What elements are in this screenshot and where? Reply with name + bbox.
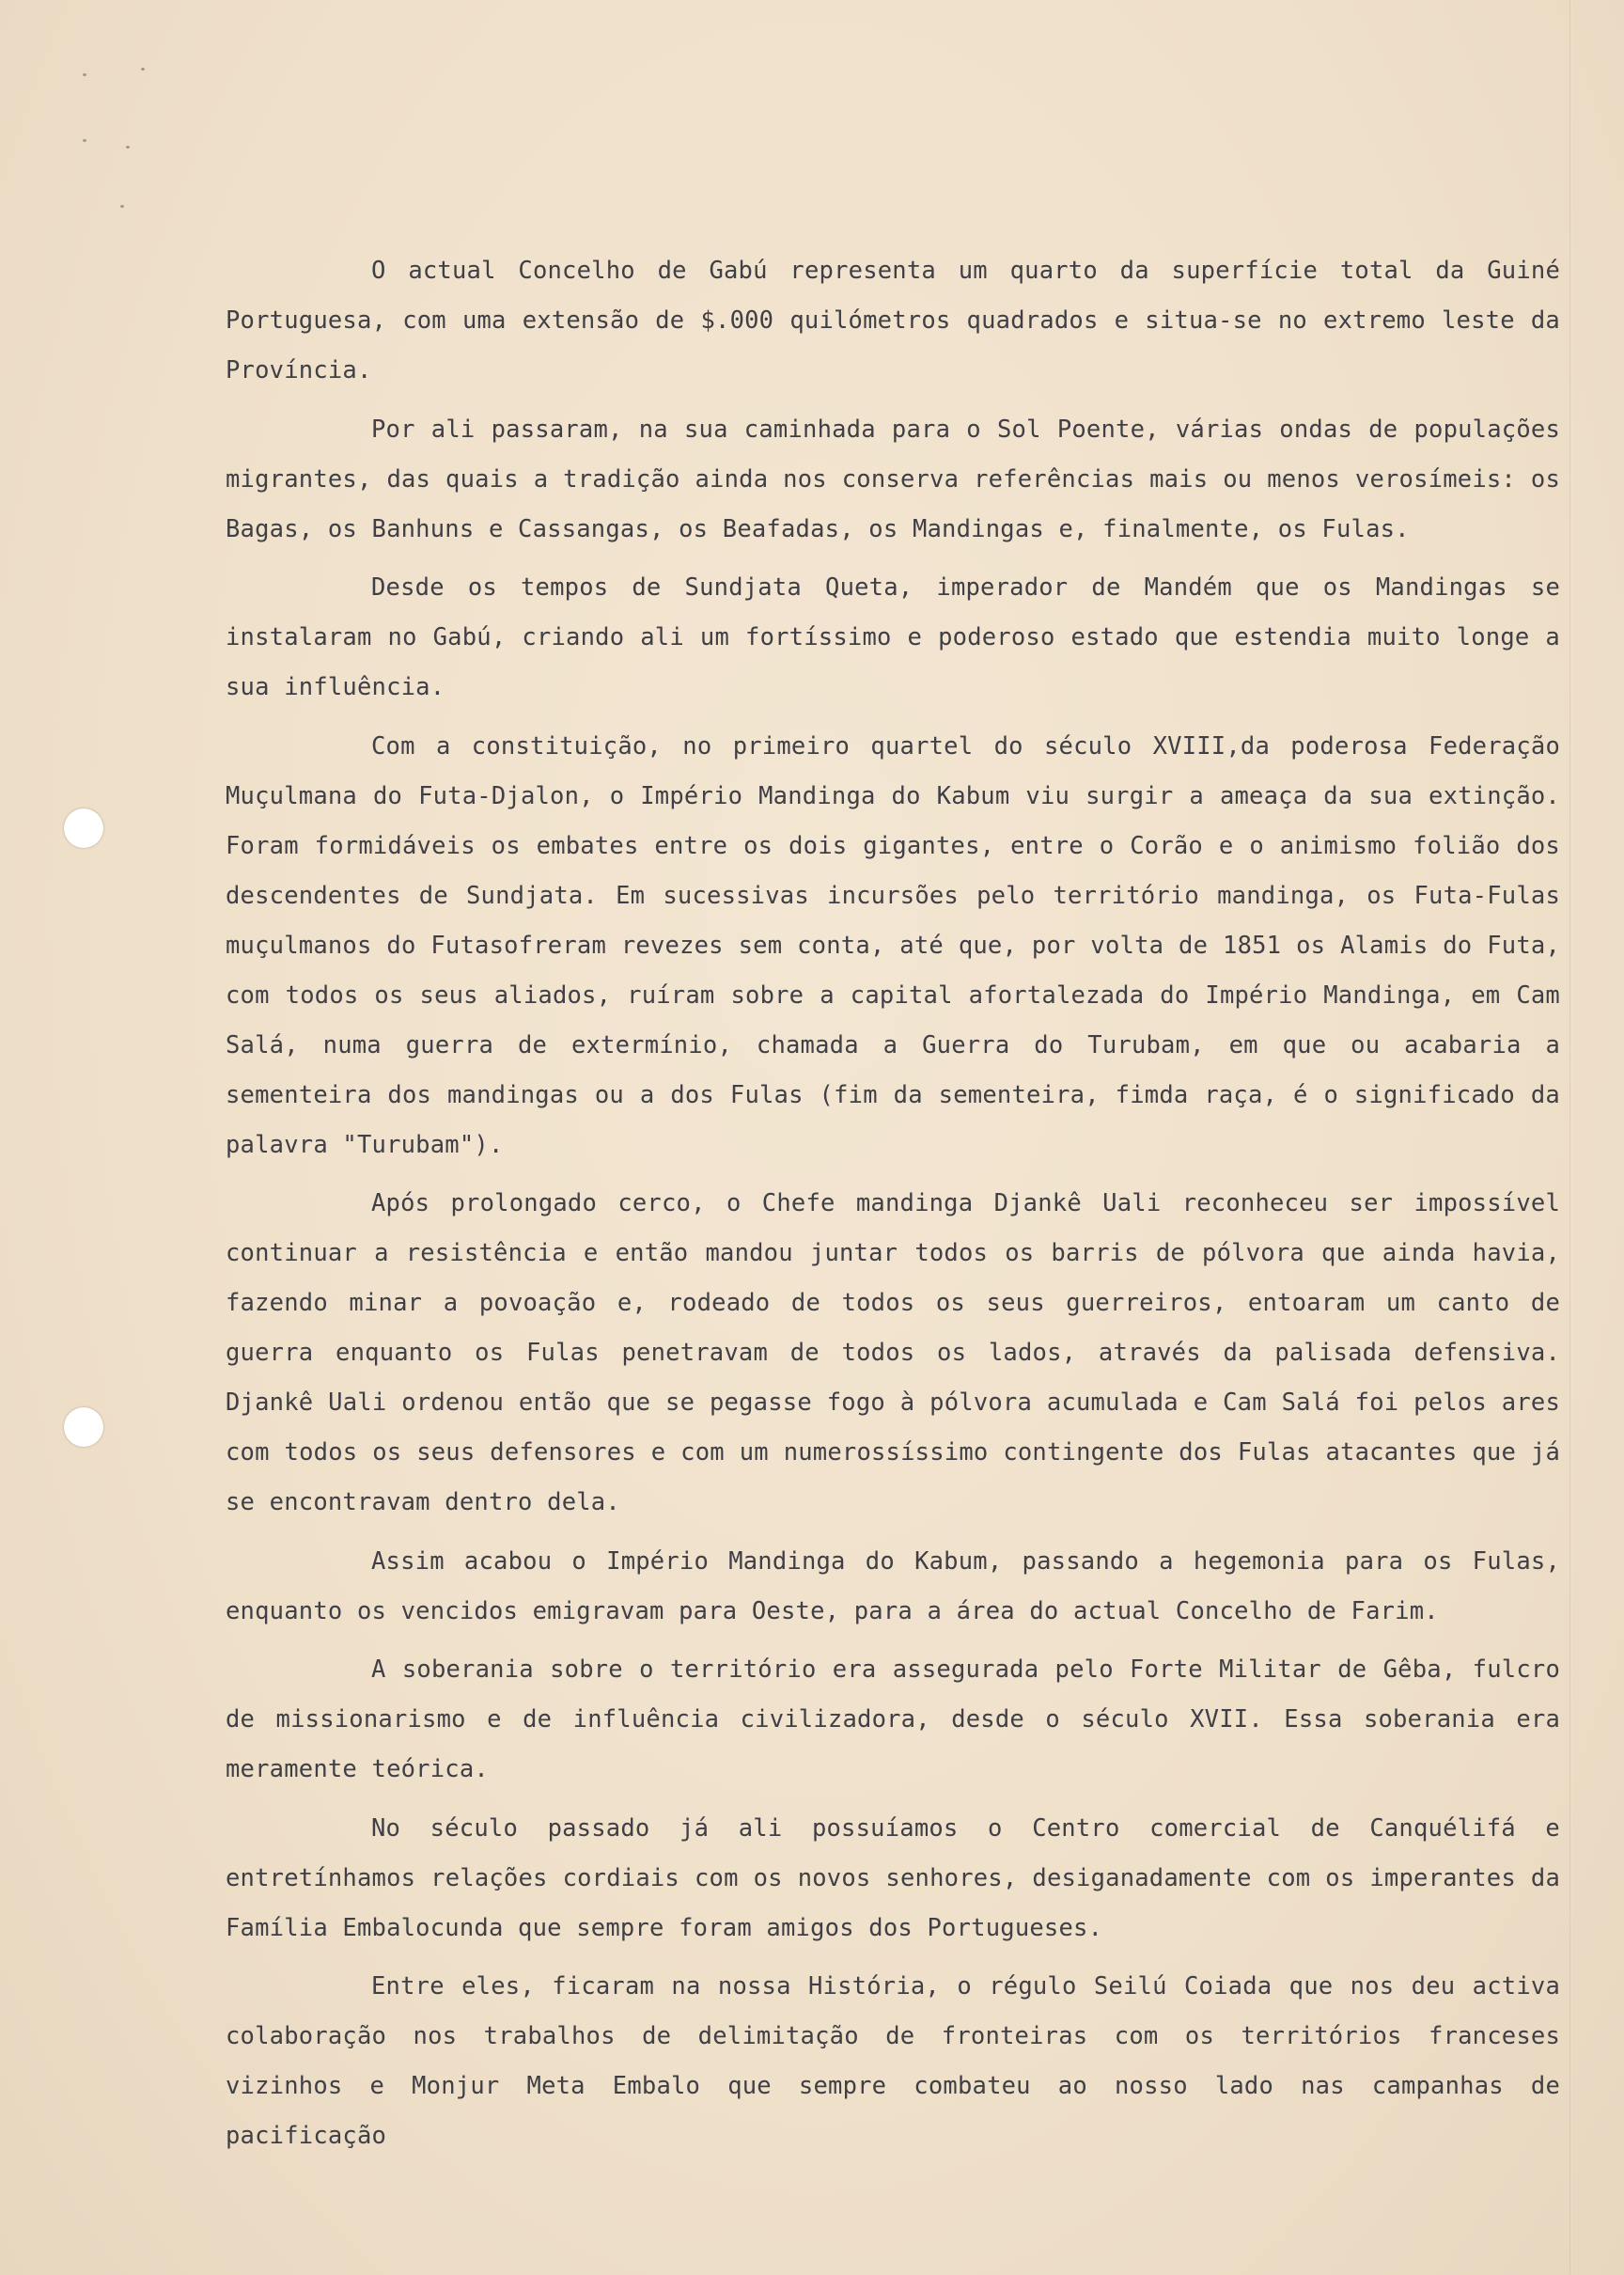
paragraph-history: Entre eles, ficaram na nossa História, o régulo Seilú Coiada que nos deu activa colaboração nos trabalhos de delimitação de fronteiras com os territórios franceses vizinhos e Monjur Meta Embalo que sempre combateu ao nosso lado nas campanhas de pacificação <box>226 1972 1560 2150</box>
paragraph-sovereignty: A soberania sobre o território era assegurada pelo Forte Militar de Gêba, fulcro de missionarismo e de influência civilizadora, desde o século XVII. Essa soberania era meramente teórica. <box>226 1655 1560 1783</box>
paragraph-sundjata: Desde os tempos de Sundjata Queta, imperador de Mandém que os Mandingas se instalaram no Gabú, criando ali um fortíssimo e poderoso estado que estendia muito longe a sua influência. <box>226 573 1560 701</box>
page-edge <box>1569 0 1572 2275</box>
paragraph-intro: O actual Concelho de Gabú representa um quarto da superfície total da Guiné Portuguesa, com uma extensão de $.000 quilómetros quadrados e situa-se no extremo leste da Província. <box>226 257 1560 384</box>
paragraph-end-of-empire: Assim acabou o Império Mandinga do Kabum, passando a hegemonia para os Fulas, enquanto os vencidos emigravam para Oeste, para a área do actual Concelho de Farim. <box>226 1546 1560 1625</box>
typed-document-body <box>226 246 1560 2171</box>
punch-hole-top <box>64 808 103 848</box>
paper-speck <box>83 139 86 142</box>
paragraph-siege: Após prolongado cerco, o Chefe mandinga Djankê Uali reconheceu ser impossível continuar a resistência e então mandou juntar todos os barris de pólvora que ainda havia, fazendo minar a povoação e, rodeado de todos os seus guerreiros, entoaram um canto de guerra enquanto os Fulas penetravam de todos os lados, através da palisada defensiva. Djankê Uali ordenou então que se pegasse fogo à pólvora acumulada e Cam Salá foi pelos ares com todos os seus defensores e com um numerossíssimo contingente dos Fulas atacantes que já se encontravam dentro dela. <box>226 1189 1560 1516</box>
paragraph-last-century: No século passado já ali possuíamos o Centro comercial de Canquélifá e entretínhamos relações cordiais com os novos senhores, desiganadamente com os imperantes da Família Embalocunda que sempre foram amigos dos Portugueses. <box>226 1813 1560 1942</box>
paper-speck <box>120 205 124 208</box>
paper-speck <box>126 146 130 149</box>
paper-speck <box>141 68 145 71</box>
punch-hole-bottom <box>64 1407 103 1447</box>
paragraph-futa-djalon: Com a constituição, no primeiro quartel do século XVIII,da poderosa Federação Muçulmana do Futa-Djalon, o Império Mandinga do Kabum viu surgir a ameaça da sua extinção. Foram formidáveis os embates entre os dois gigantes, entre o Corão e o animismo folião dos descendentes de Sundjata. Em sucessivas incursões pelo território mandinga, os Futa-Fulas muçulmanos do Futasofreram revezes sem conta, até que, por volta de 1851 os Alamis do Futa, com todos os seus aliados, ruíram sobre a capital afortalezada do Império Mandinga, em Cam Salá, numa guerra de extermínio, chamada a Guerra do Turubam, em que ou acabaria a sementeira dos mandingas ou a dos Fulas (fim da sementeira, fimda raça, é o significado da palavra "Turubam"). <box>226 731 1560 1159</box>
paper-speck <box>83 73 86 76</box>
paragraph-migrations: Por ali passaram, na sua caminhada para o Sol Poente, várias ondas de populações migrantes, das quais a tradição ainda nos conserva referências mais ou menos verosímeis: os Bagas, os Banhuns e Cassangas, os Beafadas, os Mandingas e, finalmente, os Fulas. <box>226 415 1560 543</box>
